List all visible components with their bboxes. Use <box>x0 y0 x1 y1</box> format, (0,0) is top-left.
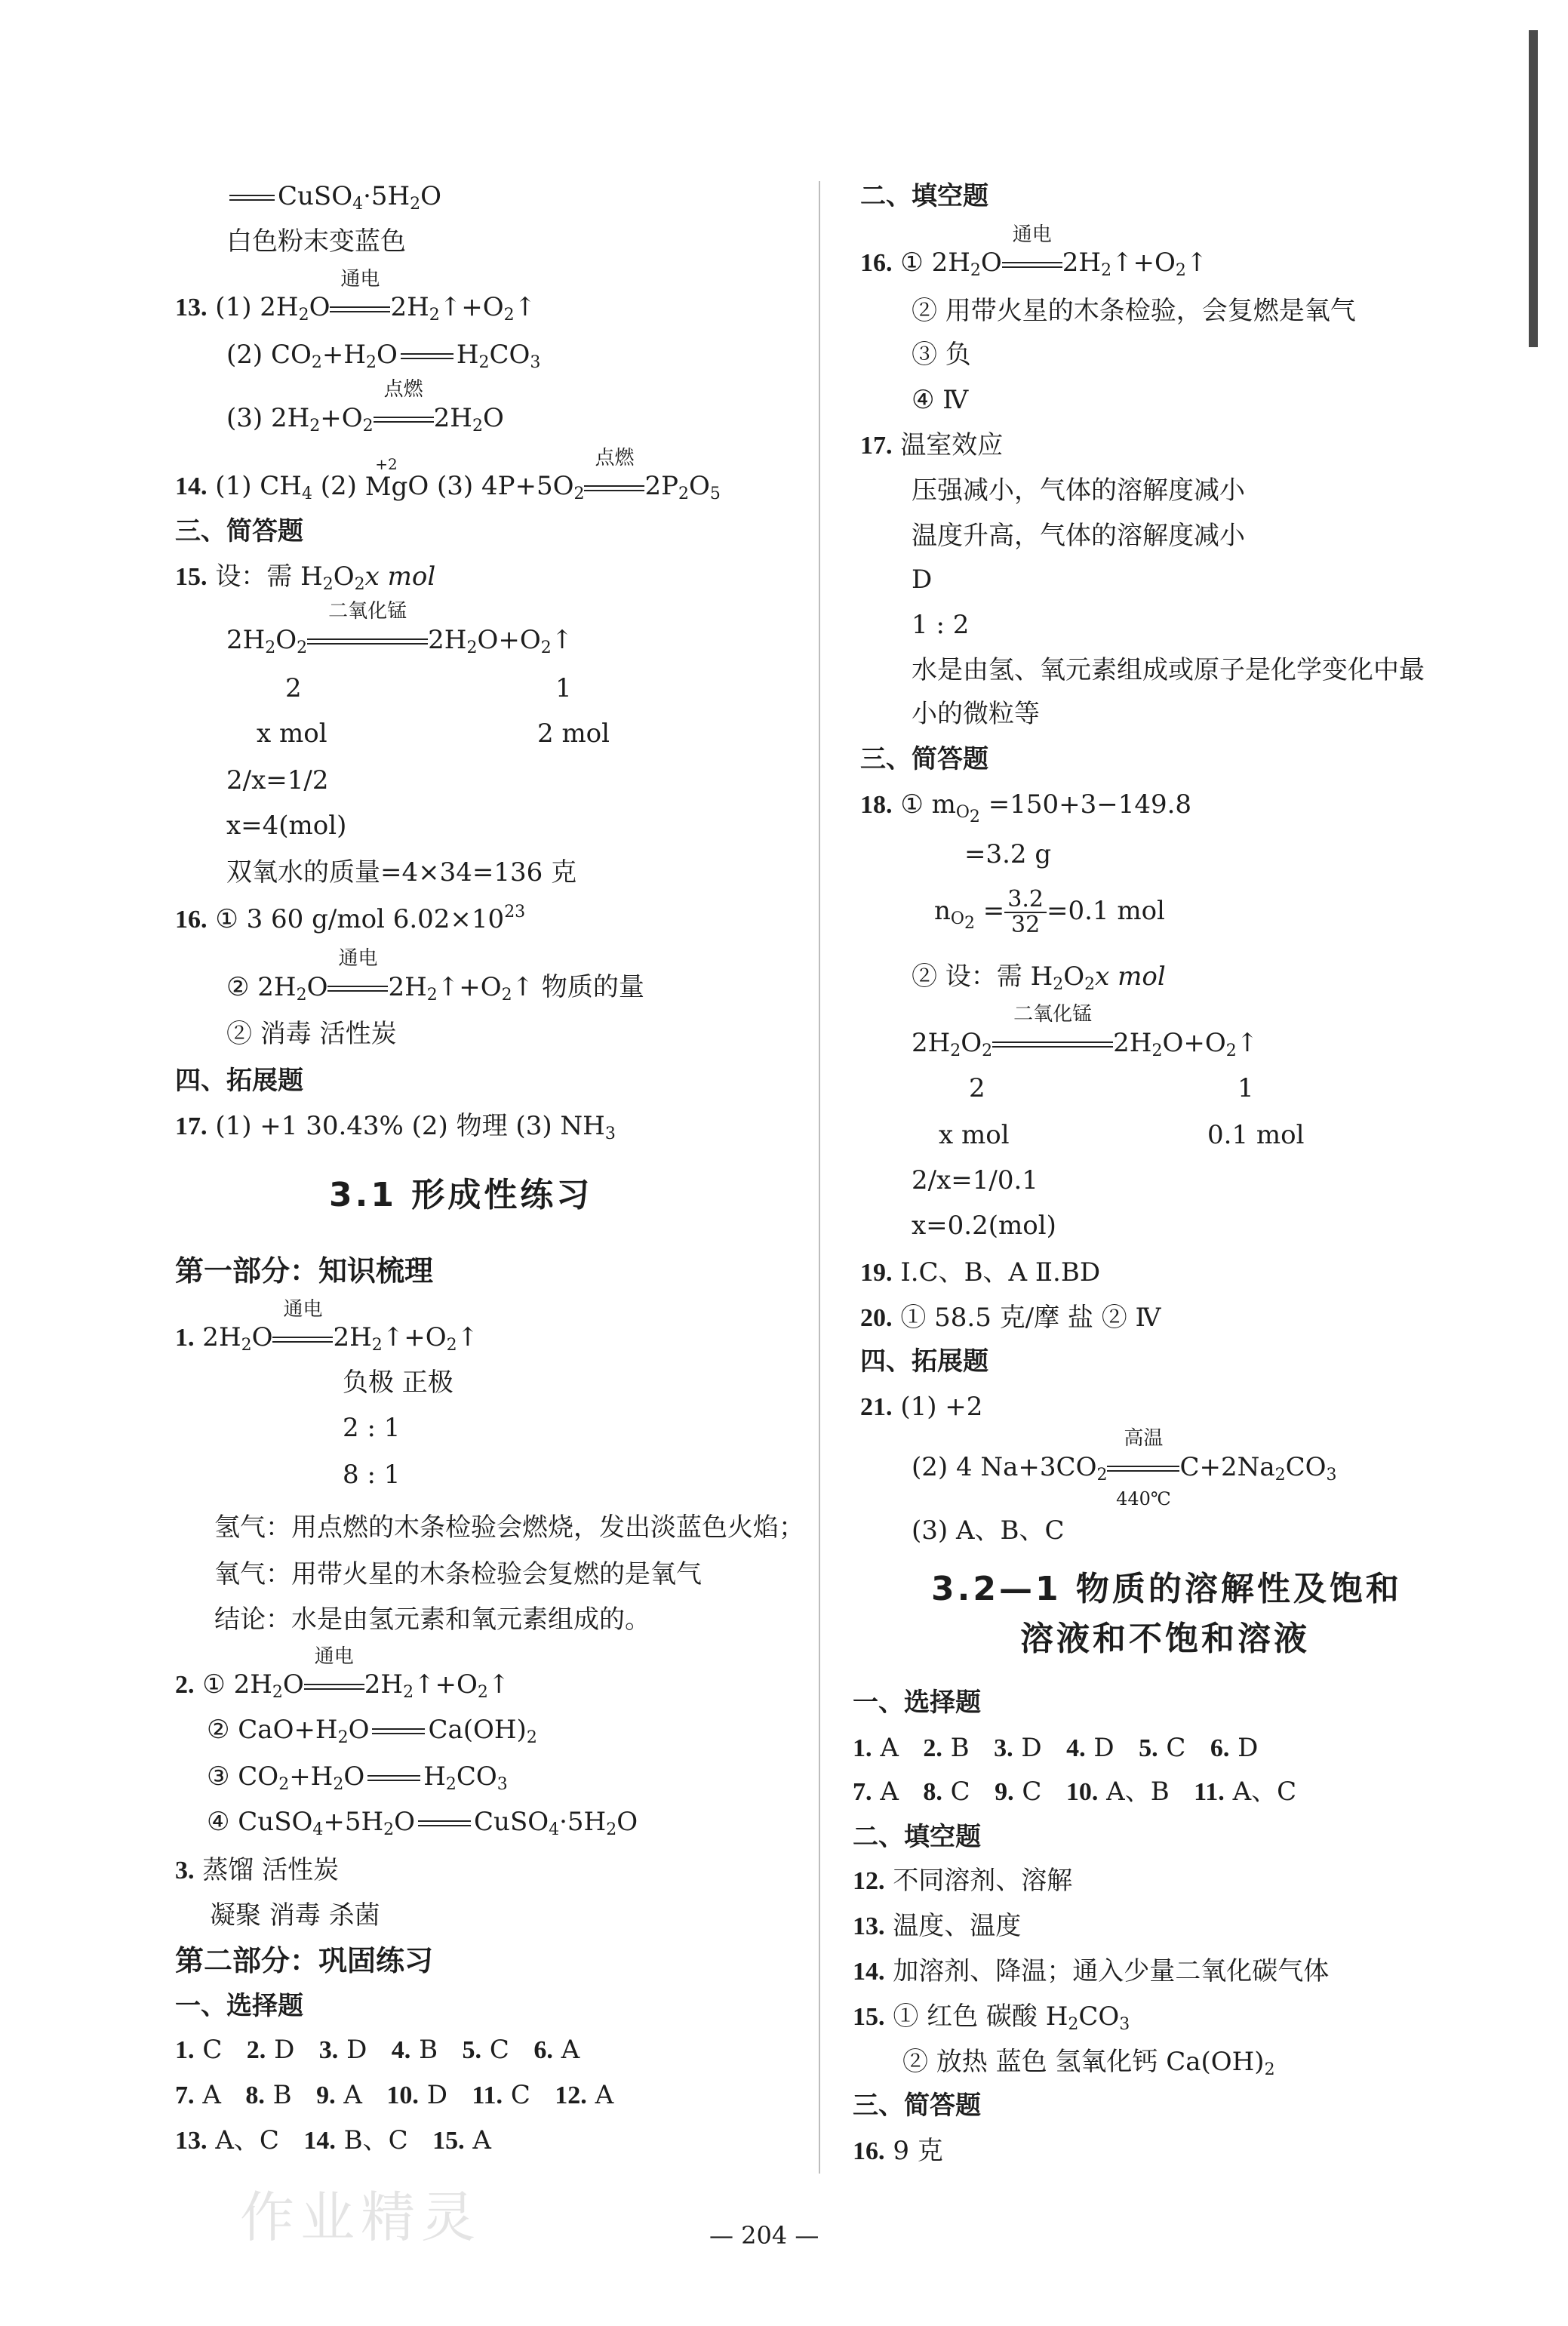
r-q17-l5: 1 : 2 <box>912 610 970 640</box>
r-q16b: 16. 9 克 <box>853 2136 943 2166</box>
part-2-heading: 第二部分：巩固练习 <box>175 1944 434 1977</box>
q15-coef-1: 1 <box>555 673 572 703</box>
q15-xmol: x mol <box>257 718 327 749</box>
k2-eq4: ④ $CuSO_4+5H_2O$ $CuSO_4\cdot 5H_2O$ <box>207 1807 638 1839</box>
r-q18-coef-1: 1 <box>1237 1073 1254 1103</box>
r-q18-equation: $2H_2O_2$ 二氧化锰 $2H_2O+O_2↑$ <box>912 1003 1259 1060</box>
r-mc-row-2: 7. A 8. C 9. C 10. A、B 11. A、C <box>853 1777 1297 1807</box>
r-q16-l4: ④ Ⅳ <box>912 385 969 415</box>
k1-conclusion: 结论：水是由氢元素和氧元素组成的。 <box>214 1605 650 1635</box>
right-section-2: 二、填空题 <box>860 181 988 211</box>
line-white-powder: 白色粉末变蓝色 <box>226 226 406 257</box>
q16-l1: 16. ① 3 60 g/mol $6.02\times 10^{23}$ <box>175 903 526 934</box>
mc-row-1: 1. C 2. D 3. D 4. B 5. C 6. A <box>175 2035 580 2065</box>
r-q16-l1: 16. ① $2H_2O$ 通电 $2H_2↑+O_2↑$ <box>860 223 1208 280</box>
left-section-4: 四、拓展题 <box>175 1066 303 1096</box>
r-q18-l2: =3.2 g <box>964 839 1052 869</box>
r-q19: 19. Ⅰ.C、B、A Ⅱ.BD <box>860 1257 1101 1288</box>
r-q15-l2: ② 放热 蓝色 氢氧化钙 $Ca(OH)_2$ <box>902 2047 1275 2079</box>
k1-eq: 1. $2H_2O$ 通电 $2H_2↑+O_2↑$ <box>175 1298 479 1355</box>
mc-row-3: 13. A、C 14. B、C 15. A <box>175 2125 491 2155</box>
mc-row-2: 7. A 8. B 9. A 10. D 11. C 12. A <box>175 2080 614 2110</box>
r-q18-coef-2: 2 <box>969 1073 985 1103</box>
r-q21-l1: 21. (1) +2 <box>860 1392 983 1422</box>
k2-eq3: ③ $CO_2+H_2O$ $H_2CO_3$ <box>207 1761 508 1794</box>
watermark: 作业精灵 <box>240 2186 482 2249</box>
r-q18-xmol: x mol <box>939 1120 1010 1150</box>
r-q16-l3: ③ 负 <box>912 340 971 370</box>
right-section-3b: 三、简答题 <box>853 2091 981 2121</box>
column-divider <box>819 181 820 2174</box>
q15-2mol: 2 mol <box>537 718 610 749</box>
r-q18-ratio: 2/x=1/0.1 <box>912 1165 1038 1195</box>
q15-equation: $2H_2O_2$ 二氧化锰 $2H_2O+O_2↑$ <box>226 600 573 657</box>
r-q17-l2: 压强减小，气体的溶解度减小 <box>912 475 1245 506</box>
page-number: — 204 — <box>709 2221 819 2250</box>
k1-ratio-2: 8 : 1 <box>343 1460 401 1490</box>
k3-l2: 凝聚 消毒 杀菌 <box>210 1900 380 1931</box>
q15-ratio: 2/x=1/2 <box>226 765 329 795</box>
q15-coef-2: 2 <box>285 673 302 703</box>
k1-oxygen: 氧气：用带火星的木条检验会复燃的是氧气 <box>214 1559 702 1589</box>
k2-eq1: 2. ① $2H_2O$ 通电 $2H_2↑+O_2↑$ <box>175 1645 510 1702</box>
r-q21-l2: (2) 4 $Na+3CO_2$ 高温 440℃ $C+2Na_2CO_3$ <box>912 1427 1337 1509</box>
q13-eq2: (2) $CO_2+H_2O$ $H_2CO_3$ <box>226 340 541 372</box>
k1-ratio-1: 2 : 1 <box>343 1413 401 1443</box>
right-section-4: 四、拓展题 <box>860 1346 988 1377</box>
q16-l3: ② 消毒 活性炭 <box>226 1019 397 1049</box>
left-section-1: 一、选择题 <box>175 1991 303 2021</box>
r-q17-l3: 温度升高，气体的溶解度减小 <box>912 521 1245 551</box>
q15-x: x=4(mol) <box>226 811 347 841</box>
r-mc-row-1: 1. A 2. B 3. D 4. D 5. C 6. D <box>853 1733 1259 1763</box>
r-q18-n: $n_{O_2}$ = $\frac{3.2}{32}$ =0.1 mol <box>934 886 1165 938</box>
q15-set: 15. 设：需 $H_2O_2x$ mol <box>175 562 436 594</box>
title-3-2-line2: 溶液和不饱和溶液 <box>1020 1620 1310 1658</box>
r-q15-l1: 15. ① 红色 碳酸 $H_2CO_3$ <box>853 2001 1130 2034</box>
r-q18-x: x=0.2(mol) <box>912 1211 1056 1241</box>
r-q21-l3: (3) A、B、C <box>912 1515 1065 1546</box>
r-q16-l2: ② 用带火星的木条检验，会复燃是氧气 <box>912 296 1356 326</box>
right-section-3: 三、简答题 <box>860 744 988 774</box>
k1-hydrogen: 氢气：用点燃的木条检验会燃烧，发出淡蓝色火焰； <box>214 1512 804 1543</box>
right-section-1: 一、选择题 <box>853 1688 981 1718</box>
r-q17-l1: 17. 温室效应 <box>860 430 1004 460</box>
r-q12: 12. 不同溶剂、溶解 <box>853 1866 1073 1896</box>
q17-line: 17. (1) +1 30.43% (2) 物理 (3) $NH_3$ <box>175 1111 616 1143</box>
q15-mass: 双氧水的质量=4×34=136 克 <box>226 857 577 888</box>
right-section-2b: 二、填空题 <box>853 1822 981 1852</box>
left-section-3: 三、简答题 <box>175 516 303 546</box>
r-q17-l7: 小的微粒等 <box>912 699 1040 729</box>
k2-eq2: ② $CaO+H_2O$ $Ca(OH)_2$ <box>207 1715 537 1747</box>
title-3-1: 3.1 形成性练习 <box>329 1176 593 1214</box>
line-cuso4: $CuSO_4\cdot 5H_2O$ <box>226 180 441 213</box>
r-q20: 20. ① 58.5 克/摩 盐 ② Ⅳ <box>860 1303 1161 1333</box>
r-q13: 13. 温度、温度 <box>853 1911 1022 1941</box>
q16-l2: ② $2H_2O$ 通电 $2H_2↑+O_2↑$ 物质的量 <box>226 947 644 1005</box>
part-1-heading: 第一部分：知识梳理 <box>175 1254 434 1288</box>
q14-line: 14. (1) $CH_4$ (2) +2 MgO (3) $4P+5O_2$ 点燃 $2P_2O_5$ <box>175 447 721 503</box>
title-3-2-line1: 3.2—1 物质的溶解性及饱和 <box>931 1570 1402 1608</box>
q13-eq3: (3) $2H_2+O_2$ 点燃 $2H_2O$ <box>226 378 504 435</box>
r-q18-01mol: 0.1 mol <box>1207 1120 1305 1150</box>
page-edge-shadow <box>1529 30 1538 347</box>
r-q18-l1: 18. ① $m_{O_2} =150+3-149.8$ <box>860 789 1192 826</box>
r-q17-l4: D <box>912 565 933 595</box>
k3-l1: 3. 蒸馏 活性炭 <box>175 1855 340 1885</box>
r-q18-set: ② 设：需 $H_2O_2x$ mol <box>912 961 1166 994</box>
q13-eq1: 13. (1) $2H_2O$ 通电 $2H_2↑+O_2↑$ <box>175 268 537 325</box>
r-q14: 14. 加溶剂、降温；通入少量二氧化碳气体 <box>853 1956 1330 1986</box>
k1-electrodes: 负极 正极 <box>343 1368 453 1398</box>
r-q17-l6: 水是由氢、氧元素组成或原子是化学变化中最 <box>912 655 1425 685</box>
